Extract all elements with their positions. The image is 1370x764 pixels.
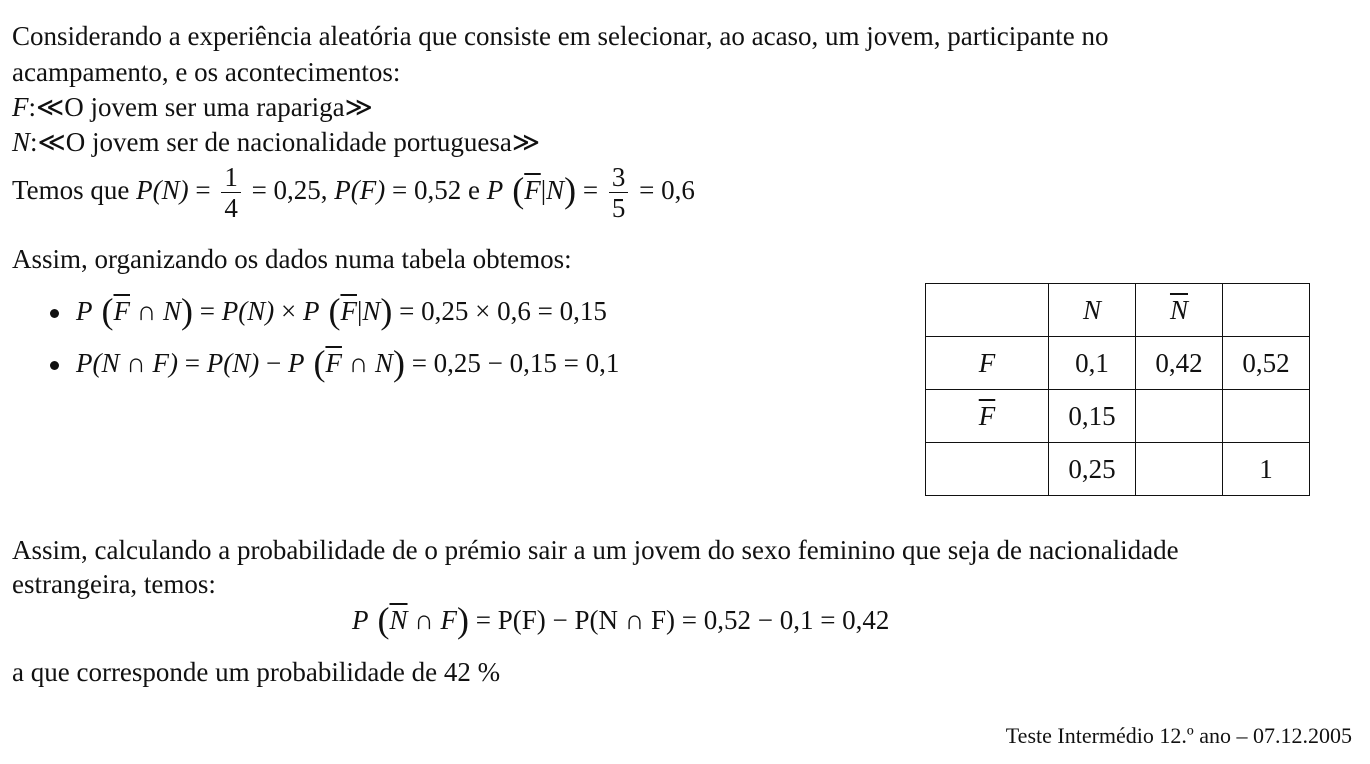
b2-minus: − bbox=[259, 348, 288, 378]
b2-rest: = 0,25 − 0,15 = 0,1 bbox=[404, 348, 620, 378]
event-n-text: :≪O jovem ser de nacionalidade portuguesa≫ bbox=[30, 127, 541, 157]
given-val1: = 0,25, bbox=[244, 175, 335, 205]
event-f-text: :≪O jovem ser uma rapariga≫ bbox=[28, 92, 373, 122]
given-n: N bbox=[546, 175, 565, 205]
b1-rp2: ) bbox=[380, 291, 393, 331]
given-probabilities bbox=[12, 150, 695, 230]
footer-source: Teste Intermédio 12.º ano – 07.12.2005 bbox=[1005, 723, 1352, 748]
b1-p: P bbox=[76, 296, 93, 326]
b2-n: N bbox=[374, 348, 393, 378]
table-row bbox=[926, 337, 1310, 390]
b1-fbar2: $\overline{F}$ bbox=[340, 296, 357, 326]
table-cell: 0,15 bbox=[1049, 390, 1136, 443]
b1-lp2: ( bbox=[319, 291, 341, 331]
table-row bbox=[926, 390, 1310, 443]
given-lparen: ( bbox=[503, 170, 525, 210]
given-val2: = 0,52 e bbox=[385, 175, 487, 205]
fe-nbar: $\overline{N}$ bbox=[389, 605, 408, 635]
fe-rest: = P(F) − P(N ∩ F) = 0,52 − 0,1 = 0,42 bbox=[469, 605, 890, 635]
b2-lhs: P(N ∩ F) bbox=[76, 348, 178, 378]
table-cell bbox=[926, 284, 1049, 337]
given-prefix: Temos que bbox=[12, 175, 137, 205]
table-row-fbar: $\overline{F}$ bbox=[926, 390, 1049, 443]
b1-cap: ∩ bbox=[130, 296, 163, 326]
b2-cap: ∩ bbox=[341, 348, 375, 378]
table-cell: 1 bbox=[1223, 443, 1310, 496]
fraction-three-fifths bbox=[609, 162, 629, 223]
given-eq2: = bbox=[576, 175, 605, 205]
frac2-denominator: 5 bbox=[611, 193, 626, 224]
b1-rp: ) bbox=[181, 291, 194, 331]
b2-lp: ( bbox=[304, 343, 326, 383]
conclusion: Assim, calculando a probabilidade de o prémio sair a um jovem do sexo feminino que seja de nacionalidade bbox=[12, 535, 1179, 565]
table-cell bbox=[1136, 443, 1223, 496]
b1-n: N bbox=[163, 296, 182, 326]
b1-pn: P(N) bbox=[221, 296, 275, 326]
event-f bbox=[12, 91, 373, 123]
fe-f: F bbox=[440, 605, 458, 635]
fe-lp: ( bbox=[368, 600, 390, 640]
given-rparen: ) bbox=[564, 170, 577, 210]
frac2-numerator: 3 bbox=[609, 162, 629, 193]
final-equation bbox=[352, 602, 889, 638]
bullet-1 bbox=[40, 291, 619, 346]
given-fbar: $\overline{F}$ bbox=[524, 175, 541, 205]
table-cell: 0,1 bbox=[1049, 337, 1136, 390]
given-pf: P(F) bbox=[334, 175, 386, 205]
b2-eq: = bbox=[177, 348, 207, 378]
event-n-symbol: N bbox=[12, 127, 31, 157]
given-bar: | bbox=[540, 175, 547, 205]
given-pn: P(N) bbox=[136, 175, 189, 205]
fe-cap: ∩ bbox=[407, 605, 441, 635]
table-cell bbox=[926, 443, 1049, 496]
table-row bbox=[926, 443, 1310, 496]
table-header-n: N bbox=[1049, 284, 1136, 337]
b2-pn: P(N) bbox=[206, 348, 260, 378]
table-row bbox=[926, 284, 1310, 337]
b1-fbar: $\overline{F}$ bbox=[113, 296, 130, 326]
final-text: a que corresponde um probabilidade de 42 % bbox=[12, 657, 501, 687]
b1-bar: | bbox=[356, 296, 363, 326]
fe-rp: ) bbox=[457, 600, 470, 640]
b1-eq: = bbox=[193, 296, 222, 326]
given-val3: = 0,6 bbox=[632, 175, 695, 205]
b2-fbar: $\overline{F}$ bbox=[325, 348, 342, 378]
b2-rp: ) bbox=[392, 343, 405, 383]
b1-rest: = 0,25 × 0,6 = 0,15 bbox=[392, 296, 607, 326]
bullet-2 bbox=[40, 343, 620, 398]
probability-table bbox=[925, 283, 1310, 496]
b1-p2: P bbox=[302, 296, 320, 326]
conclusion-cont: estrangeira, temos: bbox=[12, 569, 216, 599]
table-cell: 0,42 bbox=[1136, 337, 1223, 390]
given-p: P bbox=[486, 175, 504, 205]
event-f-symbol: F bbox=[12, 92, 29, 122]
table-cell: 0,25 bbox=[1049, 443, 1136, 496]
frac1-numerator: 1 bbox=[221, 162, 241, 193]
table-cell bbox=[1223, 284, 1310, 337]
b1-times: × bbox=[274, 296, 303, 326]
table-cell: 0,52 bbox=[1223, 337, 1310, 390]
fe-p: P bbox=[352, 605, 369, 635]
intro-table: Assim, organizando os dados numa tabela obtemos: bbox=[12, 244, 572, 274]
fraction-one-quarter bbox=[221, 162, 241, 223]
paragraph-intro: Considerando a experiência aleatória que consiste em selecionar, ao acaso, um jovem, participante no bbox=[12, 21, 1109, 51]
b1-lp: ( bbox=[92, 291, 114, 331]
given-eq: = bbox=[188, 175, 218, 205]
b1-n2: N bbox=[362, 296, 381, 326]
table-cell bbox=[1136, 390, 1223, 443]
frac1-denominator: 4 bbox=[224, 193, 238, 224]
paragraph-intro-cont: acampamento, e os acontecimentos: bbox=[12, 57, 401, 87]
b2-p: P bbox=[287, 348, 305, 378]
table-cell bbox=[1223, 390, 1310, 443]
table-header-nbar: $\overline{N}$ bbox=[1136, 284, 1223, 337]
table-row-f: F bbox=[926, 337, 1049, 390]
calculation-list bbox=[40, 291, 620, 398]
